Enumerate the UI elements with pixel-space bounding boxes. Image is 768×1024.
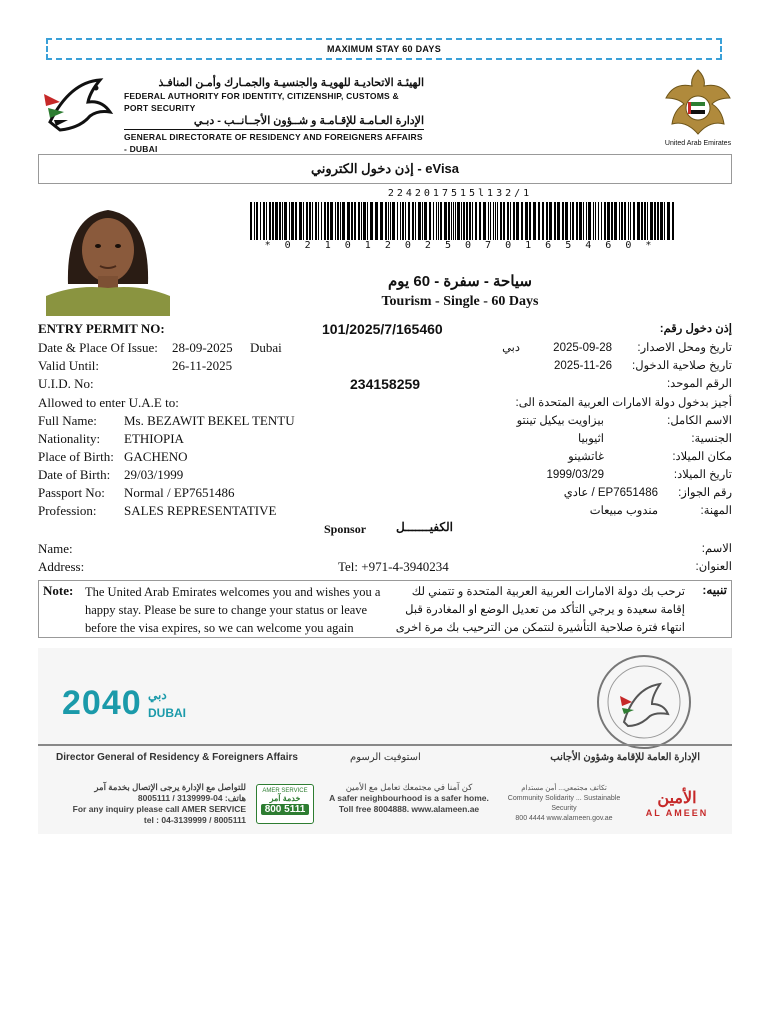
barcode-bar <box>507 202 509 240</box>
inquiry-ar-line1: للتواصل مع الإدارة يرجى الإتصال بخدمة آمر <box>94 782 246 792</box>
barcode-bar <box>644 202 646 240</box>
barcode-bar <box>466 202 468 240</box>
barcode-bar <box>266 202 267 240</box>
barcode-bar <box>388 202 389 240</box>
nationality-row <box>38 430 732 448</box>
barcode-bar <box>513 202 515 240</box>
evisa-title: إذن دخول الكتروني - eVisa <box>38 154 732 184</box>
issue-place-ar: دبي <box>502 342 520 354</box>
barcode-bar <box>657 202 659 240</box>
barcode-bar <box>557 202 560 240</box>
place-of-birth-label-ar: مكان الميلاد: <box>672 451 732 463</box>
barcode-bar <box>554 202 556 240</box>
issue-row <box>38 339 732 357</box>
barcode-bar <box>440 202 442 240</box>
sponsor-name-label: Name: <box>38 541 73 556</box>
barcode-bar <box>279 202 281 240</box>
barcode-bar <box>586 202 587 240</box>
barcode-bar <box>303 202 304 240</box>
barcode-bar <box>453 202 454 240</box>
allowed-row <box>38 394 732 412</box>
issue-label-ar: تاريخ ومحل الاصدار: <box>637 342 732 354</box>
inquiry-en-line1: For any inquiry please call AMER SERVICE <box>72 804 246 814</box>
barcode-bar <box>654 202 656 240</box>
barcode-bar <box>390 202 391 240</box>
barcode-bar <box>521 202 523 240</box>
barcode-bar <box>380 202 383 240</box>
full-name-row <box>38 412 732 430</box>
barcode-bar <box>469 202 471 240</box>
community-solidarity-text <box>504 784 624 824</box>
barcode-bar <box>289 202 290 240</box>
date-of-birth-label-ar: تاريخ الميلاد: <box>673 469 732 481</box>
uid-number: 234158259 <box>350 376 421 392</box>
barcode-bar <box>576 202 578 240</box>
nationality-value-ar: اثيوبيا <box>578 433 604 445</box>
barcode-bar <box>562 202 564 240</box>
barcode-bar <box>269 202 271 240</box>
barcode-bar <box>330 202 333 240</box>
barcode-bar <box>647 202 648 240</box>
barcode-bar <box>472 202 473 240</box>
barcode-bar <box>254 202 255 240</box>
entry-permit-number: 101/2025/7/165460 <box>322 321 443 337</box>
barcode-bar <box>628 202 629 240</box>
barcode-bar <box>525 202 528 240</box>
barcode-bar <box>354 202 356 240</box>
dubai-2040-logo-ar: دبي <box>148 688 167 702</box>
barcode-bar <box>306 202 308 240</box>
entry-permit-row <box>38 320 732 338</box>
entry-permit-label: ENTRY PERMIT NO: <box>38 321 165 336</box>
community-en: Community Solidarity ... Sustainable Security <box>507 795 621 812</box>
barcode-bar <box>444 202 447 240</box>
barcode-bar <box>424 202 427 240</box>
alameen-logo-en: AL AMEEN <box>645 808 709 818</box>
amer-badge-title: AMER SERVICE <box>262 788 308 794</box>
profession-value-ar: مندوب مبيعات <box>589 505 658 517</box>
barcode-bar <box>318 202 319 240</box>
barcode-bar <box>614 202 617 240</box>
place-of-birth-value: GACHENO <box>124 449 188 464</box>
passport-value: Normal / EP7651486 <box>124 485 235 500</box>
community-ar: تكاتف مجتمعي... أمن مستدام <box>521 785 607 792</box>
place-of-birth-label: Place of Birth: <box>38 449 114 464</box>
barcode-top-number: 2242017515l132/1 <box>387 188 533 199</box>
barcode-bar <box>455 202 456 240</box>
fees-paid-ar: استوفيت الرسوم <box>350 752 421 763</box>
barcode-bar <box>337 202 339 240</box>
barcode-bar <box>422 202 423 240</box>
barcode-bar <box>461 202 462 240</box>
dubai-2040-logo-en: DUBAI <box>148 706 186 720</box>
director-general-en: Director General of Residency & Foreigners Affairs <box>56 752 298 763</box>
barcode-bar <box>312 202 313 240</box>
barcode-bar <box>408 202 410 240</box>
barcode-bar <box>633 202 635 240</box>
barcode-bar <box>392 202 395 240</box>
place-of-birth-value-ar: غاتشينو <box>568 451 604 463</box>
full-name-value: Ms. BEZAWIT BEKEL TENTU <box>124 413 295 428</box>
barcode-bar <box>256 202 258 240</box>
note-text-ar: ترحب بك دولة الامارات العربية العربية المتحدة و تتمني لك إقامة سعيدة و يرجي التأكد من تعديل الوضع او المغادرة قبل انتهاء فترة صلاحية التأشيرة لنتمكن من الترحيب بك مرة اخرى <box>395 586 685 634</box>
passport-row <box>38 484 732 502</box>
barcode-bar <box>402 202 404 240</box>
barcode-bar <box>479 202 481 240</box>
nationality-value: ETHIOPIA <box>124 431 184 446</box>
valid-date-ar: 2025-11-26 <box>554 360 612 372</box>
amer-service-logo <box>256 784 314 824</box>
sponsor-tel: Tel: +971-4-3940234 <box>338 559 449 574</box>
sponsor-name-label-ar: الاسم: <box>701 543 732 555</box>
safer-en-line2: Toll free 8004888. www.alameen.ae <box>338 804 480 814</box>
falcon-logo-icon <box>40 72 120 134</box>
entry-permit-label-ar: إذن دخول رقم: <box>659 323 732 335</box>
barcode-bar <box>438 202 439 240</box>
barcode-bar <box>510 202 511 240</box>
barcode-bar <box>263 202 265 240</box>
barcode-bar <box>415 202 416 240</box>
alameen-logo-ar: الأمين <box>657 790 697 807</box>
barcode-bar <box>475 202 477 240</box>
barcode-bar <box>660 202 663 240</box>
barcode-bar <box>611 202 613 240</box>
note-label: Note: <box>43 583 74 598</box>
barcode-bar <box>503 202 505 240</box>
issue-place: Dubai <box>250 340 282 355</box>
barcode-bar <box>250 202 252 240</box>
authority-name-en: FEDERAL AUTHORITY FOR IDENTITY, CITIZENSHIP, CUSTOMS & PORT SECURITY <box>124 91 399 113</box>
barcode-bar <box>457 202 460 240</box>
profession-value: SALES REPRESENTATIVE <box>124 503 277 518</box>
profession-row <box>38 502 732 520</box>
amer-inquiry-text <box>56 782 246 826</box>
barcode-bar <box>619 202 620 240</box>
barcode-bar <box>429 202 431 240</box>
barcode-bar <box>538 202 540 240</box>
barcode-bar <box>572 202 574 240</box>
barcode-bar <box>621 202 623 240</box>
barcode-bar <box>363 202 366 240</box>
uid-row <box>38 375 732 393</box>
barcode-bar <box>495 202 496 240</box>
directorate-name-en: GENERAL DIRECTORATE OF RESIDENCY AND FOREIGNERS AFFAIRS - DUBAI <box>124 129 424 155</box>
passport-value-ar: EP7651486 / عادي <box>563 487 658 499</box>
barcode-bar <box>546 202 548 240</box>
amer-badge-number: 800 5111 <box>261 804 309 815</box>
uid-label-ar: الرقم الموحد: <box>666 378 732 390</box>
barcode-bar <box>284 202 287 240</box>
barcode-bar <box>309 202 311 240</box>
issue-label: Date & Place Of Issue: <box>38 340 158 355</box>
barcode-bar <box>370 202 373 240</box>
barcode-bar <box>588 202 591 240</box>
full-name-label-ar: الاسم الكامل: <box>667 415 732 427</box>
barcode-bar <box>324 202 326 240</box>
barcode-bar <box>418 202 421 240</box>
valid-label: Valid Until: <box>38 358 100 373</box>
sponsor-title-ar: الكفيـــــــل <box>396 520 454 534</box>
barcode-bar <box>260 202 261 240</box>
barcode-bar <box>598 202 599 240</box>
profession-label: Profession: <box>38 503 97 518</box>
sponsor-title-en: Sponsor <box>324 522 367 536</box>
barcode-bar <box>295 202 297 240</box>
inquiry-en-line2: tel : 04-3139999 / 8005111 <box>143 815 246 825</box>
barcode-bar <box>500 202 502 240</box>
director-general-ar: الإدارة العامة للإقامة وشؤون الأجانب <box>550 752 700 763</box>
barcode-bar <box>607 202 610 240</box>
barcode-bar <box>650 202 653 240</box>
barcode-bar <box>601 202 602 240</box>
barcode-bar <box>340 202 341 240</box>
barcode-bar <box>672 202 674 240</box>
visa-type-en: Tourism - Single - 60 Days <box>381 294 539 309</box>
barcode-bar <box>542 202 544 240</box>
allowed-label: Allowed to enter U.A.E to: <box>38 395 179 410</box>
barcode-bar <box>488 202 489 240</box>
valid-row <box>38 357 732 375</box>
allowed-label-ar: أجيز بدخول دولة الامارات العربية المتحدة الى: <box>515 397 732 409</box>
barcode-bar <box>282 202 283 240</box>
visa-type-ar: سياحة - سفرة - 60 يوم <box>387 273 532 290</box>
visa-barcode <box>250 202 674 240</box>
barcode-bar <box>433 202 434 240</box>
barcode-bar <box>516 202 519 240</box>
profession-label-ar: المهنة: <box>700 505 732 517</box>
barcode-bar <box>358 202 360 240</box>
barcode-bar <box>529 202 531 240</box>
passport-label: Passport No: <box>38 485 105 500</box>
barcode-bar <box>272 202 274 240</box>
nationality-label-ar: الجنسية: <box>691 433 732 445</box>
barcode-bar <box>667 202 670 240</box>
barcode-bar <box>361 202 362 240</box>
barcode-bar <box>451 202 452 240</box>
note-box <box>38 580 732 638</box>
barcode-bar <box>448 202 450 240</box>
barcode-bar <box>490 202 491 240</box>
alameen-logo <box>632 788 722 818</box>
barcode-bar <box>565 202 568 240</box>
barcode-bar <box>637 202 640 240</box>
barcode-bar <box>641 202 643 240</box>
dubai-2040-logo: 2040 <box>62 684 142 722</box>
alameen-safer-text <box>324 782 494 815</box>
uae-emblem-icon <box>660 64 736 140</box>
barcode-bar <box>595 202 596 240</box>
barcode-bar <box>375 202 378 240</box>
sponsor-name-row <box>38 540 732 558</box>
barcode-bar <box>630 202 631 240</box>
barcode-bar <box>483 202 486 240</box>
barcode-bar <box>335 202 336 240</box>
barcode-bar <box>570 202 571 240</box>
barcode-bar <box>493 202 494 240</box>
barcode-bar <box>593 202 594 240</box>
community-contact: 800 4444 www.alameen.gov.ae <box>515 815 613 822</box>
place-of-birth-row <box>38 448 732 466</box>
max-stay-banner: MAXIMUM STAY 60 DAYS <box>46 38 722 60</box>
barcode-bar <box>351 202 353 240</box>
barcode-bar <box>497 202 498 240</box>
barcode-bar <box>327 202 329 240</box>
valid-label-ar: تاريخ صلاحية الدخول: <box>632 360 732 372</box>
barcode-bar <box>579 202 582 240</box>
note-text-en: The United Arab Emirates welcomes you and wishes you a happy stay. Please be sure to change your status or leave before the visa expires, so we can welcome you again <box>85 585 381 635</box>
barcode-bar <box>583 202 584 240</box>
barcode-bar <box>275 202 278 240</box>
applicant-photo <box>46 196 170 316</box>
barcode-bar <box>385 202 387 240</box>
note-label-ar: تنبيه: <box>702 583 727 597</box>
barcode-bar <box>412 202 414 240</box>
valid-date: 26-11-2025 <box>172 358 233 373</box>
sponsor-address-label: Address: <box>38 559 85 574</box>
date-of-birth-value-ar: 1999/03/29 <box>546 469 604 481</box>
barcode-bar <box>604 202 606 240</box>
safer-ar: كن آمنا في مجتمعك تعامل مع الأمين <box>345 782 473 792</box>
inquiry-ar-line2: هاتف: 04-3139999 / 8005111 <box>137 793 246 803</box>
footer-divider <box>38 744 732 746</box>
barcode-bar <box>533 202 536 240</box>
date-of-birth-value: 29/03/1999 <box>124 467 184 482</box>
full-name-label: Full Name: <box>38 413 97 428</box>
full-name-value-ar: بيزاويت بيكيل تينتو <box>516 415 604 427</box>
country-name: United Arab Emirates <box>664 140 732 147</box>
barcode-bar <box>315 202 317 240</box>
barcode-bar <box>463 202 465 240</box>
footer-panel <box>38 648 732 834</box>
barcode-bar <box>664 202 665 240</box>
sponsor-address-row <box>38 558 732 576</box>
nationality-label: Nationality: <box>38 431 101 446</box>
authority-header <box>124 76 424 155</box>
barcode-bar <box>624 202 626 240</box>
barcode-bar <box>342 202 345 240</box>
passport-label-ar: رقم الجواز: <box>678 487 732 499</box>
barcode-bar <box>291 202 294 240</box>
barcode-bar <box>436 202 437 240</box>
barcode-bar <box>397 202 398 240</box>
sponsor-address-label-ar: العنوان: <box>695 561 732 573</box>
official-stamp-icon <box>594 652 694 752</box>
barcode-bar <box>549 202 552 240</box>
barcode-bar <box>367 202 368 240</box>
barcode-bar <box>321 202 322 240</box>
barcode-bar <box>400 202 401 240</box>
issue-date-ar: 2025-09-28 <box>553 342 612 354</box>
barcode-bar <box>299 202 302 240</box>
date-of-birth-label: Date of Birth: <box>38 467 111 482</box>
barcode-bar <box>405 202 406 240</box>
date-of-birth-row <box>38 466 732 484</box>
amer-badge-ar: خدمة آمر <box>269 794 301 803</box>
safer-en-line1: A safer neighbourhood is a safer home. <box>329 793 489 803</box>
barcode-bar <box>347 202 350 240</box>
directorate-name-ar: الإدارة العـامـة للإقـامـة و شــؤون الأجــانــب - دبـي <box>193 115 424 127</box>
authority-name-ar: الهيئـة الاتحاديـة للهويـة والجنسيـة والجمـارك وأمـن المنافـذ <box>158 77 424 89</box>
uid-label: U.I.D. No: <box>38 376 94 391</box>
barcode-bottom-number: * 0 2 1 0 1 2 0 2 5 0 7 0 1 6 5 4 6 0 * <box>264 240 656 251</box>
issue-date: 28-09-2025 <box>172 340 233 355</box>
